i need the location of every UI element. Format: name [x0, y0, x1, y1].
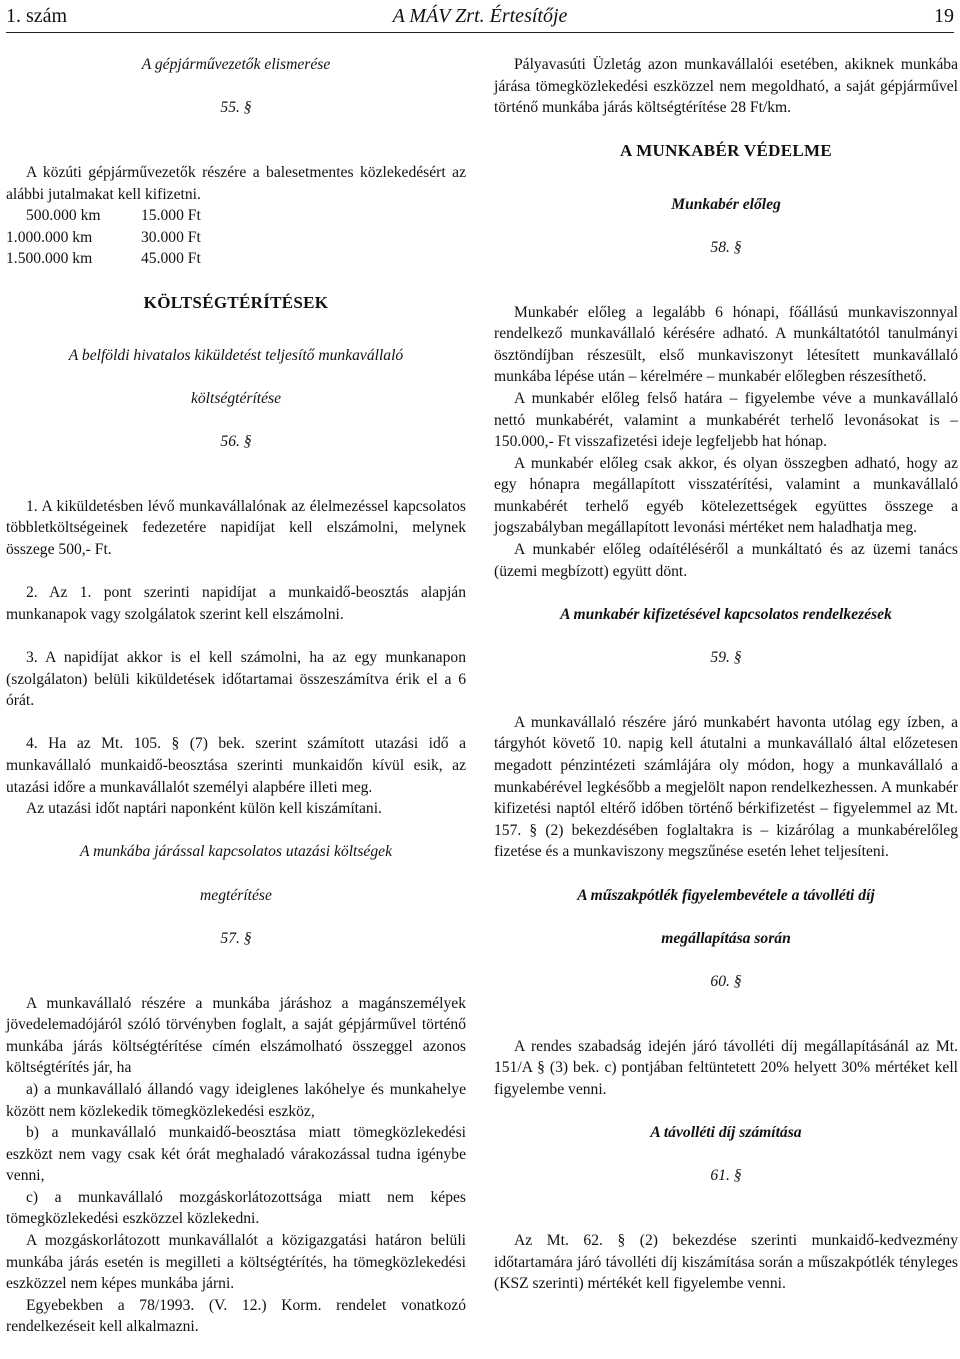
- section-56-point-1: 1. A kiküldetésben lévő munkavállalónak az élelmezéssel kapcsolatos többletköltségeinek fedezetére napidíjat kell elszámolni, melynek összege 500,- Ft.: [6, 497, 466, 559]
- issue-number: 1. szám: [6, 5, 68, 27]
- right-column: [494, 54, 958, 1295]
- page-number: 19: [934, 5, 954, 27]
- section-57-paragraph-4: Pályavasúti Üzletág azon munkavállalói esetében, akiknek munkába járása tömegközlekedési eszközzel nem megoldható, a saját gépjárművel történő munkába járás költségtérítése 28 Ft/km.: [494, 56, 958, 117]
- section-58-number: 58. §: [710, 238, 742, 256]
- section-59-number: 59. §: [710, 649, 742, 667]
- section-55-intro: A közúti gépjárművezetők részére a balesetmentes közlekedésért az alábbi jutalmakat kell kifizetni.: [6, 163, 466, 203]
- reward-table: [6, 205, 466, 270]
- section-56-point-4-cont: Az utazási időt naptári naponként külön kell kiszámítani.: [26, 800, 382, 818]
- section-56-point-4: 4. Ha az Mt. 105. § (7) bek. szerint számított utazási idő a munkavállaló munkaidő-beosztása szerinti munkaidőn kívül esik, az utazási időre a munkavállalót személyi alapbére illeti meg.: [6, 735, 466, 796]
- section-57-title-line2: megtérítése: [200, 886, 272, 904]
- section-60-title: A műszakpótlék figyelembevétele a távolléti díj: [577, 886, 875, 904]
- page-header: [6, 2, 954, 33]
- reward-row: 500.000 km 15.000 Ft: [26, 207, 201, 225]
- section-61-paragraph-1: Az Mt. 62. § (2) bekezdése szerinti munkaidő-kedvezmény időtartamára járó távolléti díj kiszámítása során a műszakpótlék tényleges (KSZ szerinti) mértékét kell figyelembe venni.: [494, 1232, 958, 1293]
- section-61-number: 61. §: [710, 1167, 742, 1185]
- reward-row: 1.000.000 km 30.000 Ft: [6, 228, 201, 246]
- section-60-title-line2: megállapítása során: [661, 929, 791, 947]
- section-56-title-line2: költségtérítése: [190, 389, 282, 407]
- section-55-title: A gépjárművezetők elismerése: [141, 56, 331, 73]
- section-58-title: Munkabér előleg: [671, 195, 781, 213]
- section-56-number: 56. §: [220, 433, 252, 451]
- section-56-title: A belföldi hivatalos kiküldetést teljesítő munkavállaló: [68, 346, 404, 364]
- section-58-paragraph-2: A munkabér előleg felső határa – figyelembe véve a munkavállaló nettó munkabérét, valamint a munkabérét terhelő levonásokat is – 150.000,- Ft visszafizetési ideje legfeljebb hat hónap.: [494, 389, 958, 451]
- section-57-item-c: c) a munkavállaló mozgáskorlátozottsága miatt nem képes tömegközlekedési eszközzel közlekedni.: [6, 1188, 466, 1228]
- chapter-title-cost-reimbursement: KÖLTSÉGTÉRÍTÉSEK: [143, 292, 329, 312]
- chapter-title-wage-protection: A MUNKABÉR VÉDELME: [620, 141, 832, 161]
- section-56-point-2: 2. Az 1. pont szerinti napidíjat a munkaidő-beosztás alapján munkanapok vagy szolgálatok szerint kell elszámolni.: [6, 584, 466, 623]
- section-58-paragraph-1: Munkabér előleg a legalább 6 hónapi, főállású munkaviszonnyal rendelkező munkavállaló kérésére adható. A munkáltatótól tanulmányi ösztöndíjban részesült, első munkaviszonyt létesített munkavállaló munkába lépése után – kérelmére – munkabér előlegben részesíthető.: [494, 303, 958, 386]
- section-61-title: A távolléti díj számítása: [650, 1124, 802, 1142]
- section-60-number: 60. §: [710, 972, 742, 990]
- section-55-number: 55. §: [220, 99, 252, 117]
- section-57-paragraph-1: A munkavállaló részére a munkába járáshoz a magánszemélyek jövedelemadójáról szóló törvényben foglalt, a saját gépjárművel történő munkába járás költségtérítése címén elszámolható összeggel azonos költségtérítés jár, ha: [6, 994, 466, 1077]
- section-57-item-b: b) a munkavállaló munkaidő-beosztása miatt tömegközlekedési eszközt nem vagy csak két órát meghaladó várakozással tudna igénybe venni,: [6, 1124, 466, 1185]
- section-58-paragraph-4: A munkabér előleg odaítéléséről a munkáltató és az üzemi tanács (üzemi megbízott) együtt dönt.: [494, 541, 958, 580]
- section-57-paragraph-3: Egyebekben a 78/1993. (V. 12.) Korm. rendelet vonatkozó rendelkezéseit kell alkalmazni.: [6, 1296, 466, 1336]
- section-58-paragraph-3: A munkabér előleg csak akkor, és olyan összegben adható, hogy az egy hónapra megállapított visszatérítési, valamint a munkavállaló munkabérét terhelő egyéb kötelezettségek együttes összege a jogszabályban megállapított levonási mértéket nem haladhatja meg.: [494, 454, 958, 537]
- publication-title: A MÁV Zrt. Értesítője: [392, 5, 568, 27]
- section-57-item-a: a) a munkavállaló állandó vagy ideiglenes lakóhelye és munkahelye között nem közlekedik tömegközlekedési eszköz,: [6, 1080, 466, 1120]
- reward-row: 1.500.000 km 45.000 Ft: [6, 250, 201, 268]
- section-59-paragraph-1: A munkavállaló részére járó munkabért havonta utólag egy ízben, a tárgyhót követő 10. napig kell átutalni a munkavállaló által előzetesen megadott pénzintézeti számlájára oly módon, hogy a munkavállaló a munkabérével legkésőbb a megjelölt napon rendelkezhessen. A munkabér kifizetési naptól eltérő időben történő bérkifizetést – figyelemmel az Mt. 157. § (2) bekezdésében foglaltakra is – kizárólag a munkabérelőleg fizetése és a munkaviszony megszűnése esetén lehet teljesíteni.: [494, 713, 958, 861]
- section-57-title: A munkába járással kapcsolatos utazási költségek: [80, 843, 392, 861]
- left-column: [6, 54, 466, 1338]
- section-57-paragraph-2: A mozgáskorlátozott munkavállalót a közigazgatási határon belüli munkába járás esetén is megilleti a költségtérítés, ha tömegközlekedési eszközzel nem képes munkába járni.: [6, 1232, 466, 1293]
- section-56-point-3: 3. A napidíjat akkor is el kell számolni, ha az egy munkanapon (szolgálaton) belüli kiküldetések időtartamai összeszámítva érik el a 6 órát.: [6, 649, 466, 710]
- section-60-paragraph-1: A rendes szabadság idején járó távolléti díj megállapításánál az Mt. 151/A § (3) bek. c) pontjában feltüntetett 20% helyett 30% mértéket kell figyelembe venni.: [494, 1037, 958, 1098]
- section-57-number: 57. §: [220, 929, 252, 947]
- section-59-title: A munkabér kifizetésével kapcsolatos rendelkezések: [560, 605, 892, 623]
